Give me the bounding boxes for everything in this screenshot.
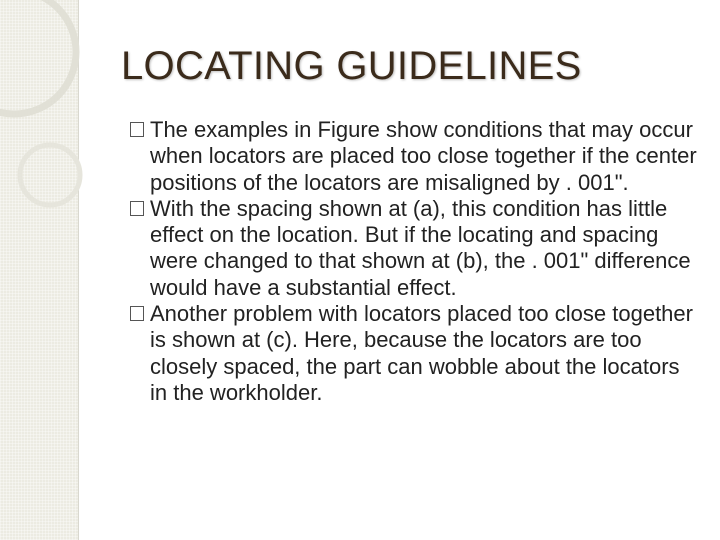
bullet-text: Another problem with locators placed too close together is shown at (c). Here, because the locators are too closely spaced, the part can wobble about the locators in the workholder. <box>150 301 693 405</box>
deco-circle-small <box>20 145 80 205</box>
deco-circle-large <box>0 0 76 114</box>
bullet-box-icon <box>130 201 144 216</box>
bullet-text: With the spacing shown at (a), this condition has little effect on the location. But if the locating and spacing were changed to that shown at (b), the . 001" difference would have a substantial effect. <box>150 195 691 300</box>
bullet-item <box>130 196 702 301</box>
bullet-box-icon <box>130 306 144 321</box>
bullet-item <box>130 301 702 406</box>
slide-title: LOCATING GUIDELINES <box>121 44 582 88</box>
bullet-list <box>130 117 702 406</box>
bullet-item <box>130 117 702 196</box>
bullet-box-icon <box>130 122 144 137</box>
bullet-text: The examples in Figure show conditions that may occur when locators are placed too close together if the center positions of the locators are misaligned by . 001". <box>150 117 697 195</box>
